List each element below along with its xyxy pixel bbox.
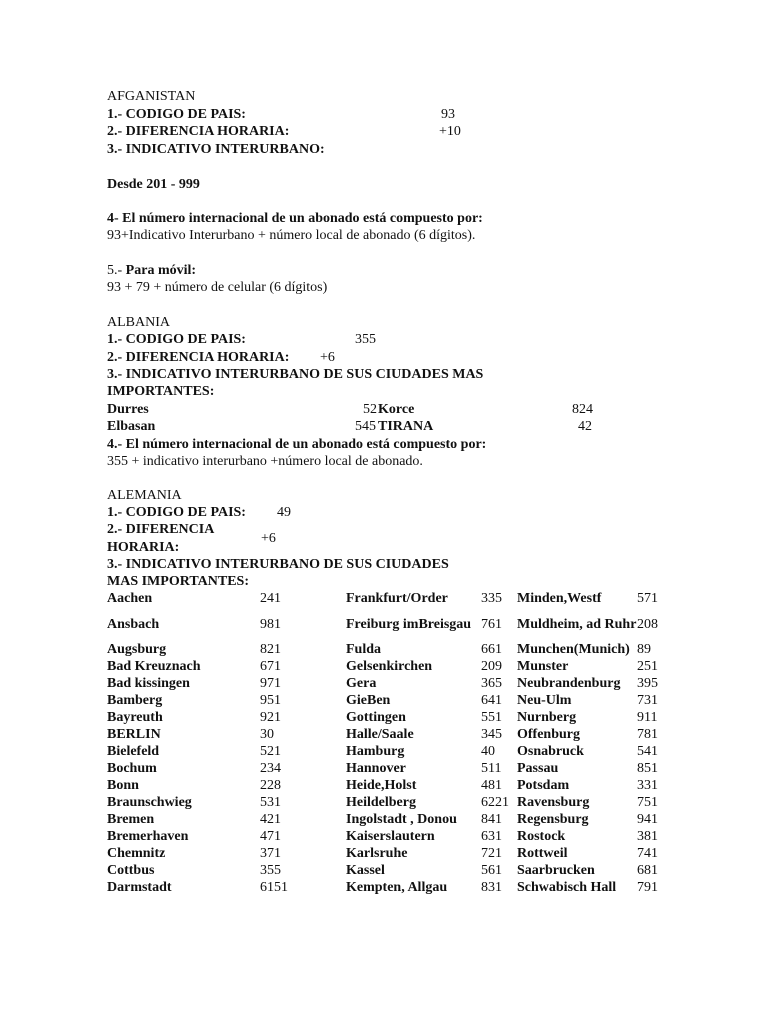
city-name-cell: Chemnitz	[107, 846, 166, 861]
city-code-cell: 631	[481, 829, 502, 844]
alemania-diferencia-label-line2: HORARIA:	[107, 540, 180, 555]
albania-codigo-label: 1.- CODIGO DE PAIS:	[107, 332, 246, 347]
city-code-cell: 335	[481, 591, 502, 606]
city-name-cell: Osnabruck	[517, 744, 584, 759]
city-code-cell: 331	[637, 778, 658, 793]
city-name-cell: Regensburg	[517, 812, 589, 827]
city-code-cell: 30	[260, 727, 274, 742]
city-name-cell: Cottbus	[107, 863, 155, 878]
table-row	[107, 709, 667, 726]
table-row	[107, 845, 667, 862]
alemania-indicativo-label-line1: 3.- INDICATIVO INTERURBANO DE SUS CIUDADES	[107, 557, 449, 572]
city-name-cell: Gelsenkirchen	[346, 659, 433, 674]
afganistan-codigo-value: 93	[441, 107, 455, 122]
city-name-cell: Saarbrucken	[517, 863, 595, 878]
table-row	[107, 760, 667, 777]
city-name-cell: Augsburg	[107, 642, 167, 657]
city-code-cell: 661	[481, 642, 502, 657]
albania-city-code: 52	[363, 402, 377, 417]
afganistan-diferencia-label: 2.- DIFERENCIA HORARIA:	[107, 124, 290, 139]
city-code-cell: 521	[260, 744, 281, 759]
albania-city-name: Korce	[378, 402, 415, 417]
albania-indicativo-label-line1: 3.- INDICATIVO INTERURBANO DE SUS CIUDADES MAS	[107, 367, 484, 382]
city-name-cell: Bochum	[107, 761, 157, 776]
albania-diferencia-value: +6	[320, 350, 335, 365]
city-name-cell: Heide,Holst	[346, 778, 417, 793]
city-code-cell: 355	[260, 863, 281, 878]
table-row	[107, 879, 667, 896]
city-code-cell: 791	[637, 880, 658, 895]
city-code-cell: 641	[481, 693, 502, 708]
albania-numero-text: 355 + indicativo interurbano +número local de abonado.	[107, 454, 423, 469]
city-name-cell: Bad kissingen	[107, 676, 190, 691]
city-name-cell: Neu-Ulm	[517, 693, 572, 708]
city-name-cell: Schwabisch Hall	[517, 880, 617, 895]
city-name-cell: Munster	[517, 659, 569, 674]
city-code-cell: 731	[637, 693, 658, 708]
city-name-cell: Kempten, Allgau	[346, 880, 448, 895]
city-code-cell: 395	[637, 676, 658, 691]
city-code-cell: 40	[481, 744, 495, 759]
city-name-cell: Ravensburg	[517, 795, 590, 810]
afganistan-numero-label: 4- El número internacional de un abonado está compuesto por:	[107, 211, 483, 226]
city-code-cell: 571	[637, 591, 658, 606]
country-heading-alemania: ALEMANIA	[107, 488, 182, 503]
city-name-cell: Bremerhaven	[107, 829, 189, 844]
city-name-cell: Kassel	[346, 863, 385, 878]
city-name-cell: Gera	[346, 676, 377, 691]
city-code-cell: 841	[481, 812, 502, 827]
city-name-cell: Ingolstadt , Donou	[346, 812, 457, 827]
city-name-cell: Munchen(Munich)	[517, 642, 630, 657]
city-name-cell: Ansbach	[107, 616, 160, 632]
afganistan-movil-line	[107, 262, 196, 279]
alemania-indicativo-label-line2: MAS IMPORTANTES:	[107, 574, 249, 589]
city-name-cell: Bayreuth	[107, 710, 163, 725]
afganistan-movil-prefix: 5.-	[107, 263, 126, 278]
city-code-cell: 228	[260, 778, 281, 793]
city-code-cell: 471	[260, 829, 281, 844]
table-row	[107, 811, 667, 828]
city-name-cell: Bielefeld	[107, 744, 160, 759]
table-row	[107, 828, 667, 845]
albania-codigo-value: 355	[355, 332, 376, 347]
city-name-cell: Kaiserslautern	[346, 829, 435, 844]
afganistan-codigo-label: 1.- CODIGO DE PAIS:	[107, 107, 246, 122]
city-name-cell: BERLIN	[107, 727, 161, 742]
table-row	[107, 692, 667, 709]
alemania-codigo-value: 49	[277, 505, 291, 520]
city-name-cell: Braunschwieg	[107, 795, 192, 810]
table-row	[107, 794, 667, 811]
city-code-cell: 251	[637, 659, 658, 674]
city-code-cell: 541	[637, 744, 658, 759]
city-code-cell: 751	[637, 795, 658, 810]
city-code-cell: 234	[260, 761, 281, 776]
city-name-cell: Darmstadt	[107, 880, 172, 895]
city-code-cell: 511	[481, 761, 502, 776]
albania-numero-label: 4.- El número internacional de un abonado está compuesto por:	[107, 437, 487, 452]
city-code-cell: 241	[260, 591, 281, 606]
afganistan-movil-text: 93 + 79 + número de celular (6 dígitos)	[107, 280, 328, 295]
city-name-cell: Karlsruhe	[346, 846, 408, 861]
city-code-cell: 951	[260, 693, 281, 708]
city-code-cell: 208	[637, 616, 658, 632]
table-row	[107, 726, 667, 743]
city-code-cell: 531	[260, 795, 281, 810]
city-code-cell: 6151	[260, 880, 288, 895]
table-row	[107, 590, 667, 607]
city-code-cell: 371	[260, 846, 281, 861]
city-name-cell: Minden,Westf	[517, 591, 602, 606]
city-code-cell: 681	[637, 863, 658, 878]
table-row	[107, 658, 667, 675]
table-row	[107, 607, 667, 641]
city-name-cell: Bad Kreuznach	[107, 659, 201, 674]
albania-city-name: Elbasan	[107, 419, 156, 434]
city-name-cell: Bonn	[107, 778, 139, 793]
table-row	[107, 743, 667, 760]
alemania-codigo-label: 1.- CODIGO DE PAIS:	[107, 505, 246, 520]
afganistan-indicativo-label: 3.- INDICATIVO INTERURBANO:	[107, 142, 325, 157]
alemania-cities-tbody	[107, 590, 667, 896]
city-code-cell: 6221	[481, 795, 509, 810]
city-name-cell: Bremen	[107, 812, 155, 827]
afganistan-numero-text: 93+Indicativo Interurbano + número local de abonado (6 dígitos).	[107, 228, 476, 243]
city-code-cell: 981	[260, 616, 281, 632]
city-name-cell: Bamberg	[107, 693, 163, 708]
table-row	[107, 641, 667, 658]
city-name-cell: Freiburg imBreisgau	[346, 616, 472, 632]
albania-city-code: 42	[578, 419, 592, 434]
city-code-cell: 89	[637, 642, 651, 657]
city-code-cell: 365	[481, 676, 502, 691]
alemania-diferencia-value: +6	[261, 531, 276, 546]
table-row	[107, 675, 667, 692]
city-code-cell: 831	[481, 880, 502, 895]
city-code-cell: 551	[481, 710, 502, 725]
city-name-cell: Aachen	[107, 591, 153, 606]
afganistan-movil-label: Para móvil:	[125, 263, 197, 278]
afganistan-diferencia-value: +10	[439, 124, 461, 139]
city-name-cell: Fulda	[346, 642, 382, 657]
city-name-cell: Potsdam	[517, 778, 570, 793]
city-name-cell: Passau	[517, 761, 559, 776]
city-code-cell: 761	[481, 616, 502, 632]
city-code-cell: 561	[481, 863, 502, 878]
city-name-cell: Muldheim, ad Ruhr	[517, 616, 637, 632]
city-code-cell: 921	[260, 710, 281, 725]
alemania-cities-table	[107, 590, 667, 896]
city-name-cell: GieBen	[346, 693, 391, 708]
city-code-cell: 345	[481, 727, 502, 742]
afganistan-desde: Desde 201 - 999	[107, 177, 200, 192]
city-name-cell: Heildelberg	[346, 795, 416, 810]
alemania-diferencia-label-line1: 2.- DIFERENCIA	[107, 522, 215, 537]
city-code-cell: 421	[260, 812, 281, 827]
city-code-cell: 781	[637, 727, 658, 742]
city-code-cell: 209	[481, 659, 502, 674]
city-name-cell: Frankfurt/Order	[346, 591, 448, 606]
city-code-cell: 481	[481, 778, 502, 793]
city-code-cell: 671	[260, 659, 281, 674]
city-code-cell: 971	[260, 676, 281, 691]
albania-city-code: 545	[355, 419, 376, 434]
city-code-cell: 851	[637, 761, 658, 776]
city-code-cell: 381	[637, 829, 658, 844]
city-name-cell: Rostock	[517, 829, 566, 844]
city-name-cell: Nurnberg	[517, 710, 577, 725]
city-name-cell: Rottweil	[517, 846, 568, 861]
city-name-cell: Hannover	[346, 761, 406, 776]
city-code-cell: 941	[637, 812, 658, 827]
city-name-cell: Halle/Saale	[346, 727, 414, 742]
city-name-cell: Neubrandenburg	[517, 676, 621, 691]
albania-city-name: Durres	[107, 402, 149, 417]
city-name-cell: Hamburg	[346, 744, 405, 759]
table-row	[107, 862, 667, 879]
city-name-cell: Offenburg	[517, 727, 580, 742]
albania-city-code: 824	[572, 402, 593, 417]
city-code-cell: 821	[260, 642, 281, 657]
city-code-cell: 741	[637, 846, 658, 861]
albania-indicativo-label-line2: IMPORTANTES:	[107, 384, 215, 399]
city-code-cell: 911	[637, 710, 658, 725]
city-name-cell: Gottingen	[346, 710, 406, 725]
city-code-cell: 721	[481, 846, 502, 861]
albania-diferencia-label: 2.- DIFERENCIA HORARIA:	[107, 350, 290, 365]
albania-city-name: TIRANA	[378, 419, 434, 434]
country-heading-afganistan: AFGANISTAN	[107, 89, 196, 104]
table-row	[107, 777, 667, 794]
country-heading-albania: ALBANIA	[107, 315, 170, 330]
